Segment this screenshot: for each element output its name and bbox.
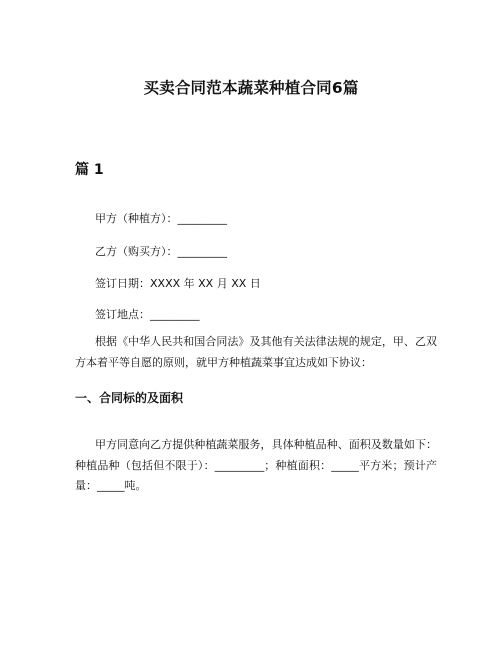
party-a-line: 甲方（种植方）：_________	[95, 212, 227, 225]
document-title: 买卖合同范本蔬菜种植合同6篇	[143, 79, 359, 97]
intro-paragraph: 根据《中华人民共和国合同法》及其他有关法律法规的规定，甲、乙双方本着平等自愿的原则，就甲方种植蔬菜事宜达成如下协议：	[75, 335, 437, 369]
clause-1-body: 甲方同意向乙方提供种植蔬菜服务，具体种植品种、面积及数量如下：种植品种（包括但不限于）：_________；种植面积：_____平方米；预计产量：_____吨。	[75, 438, 437, 492]
section-heading: 篇 1	[75, 162, 104, 178]
sign-date-line: 签订日期：XXXX 年 XX 月 XX 日	[95, 277, 261, 290]
party-b-line: 乙方（购买方）：_________	[95, 245, 227, 258]
sign-place-line: 签订地点：_________	[95, 308, 200, 321]
clause-1-heading: 一、合同标的及面积	[75, 391, 184, 405]
